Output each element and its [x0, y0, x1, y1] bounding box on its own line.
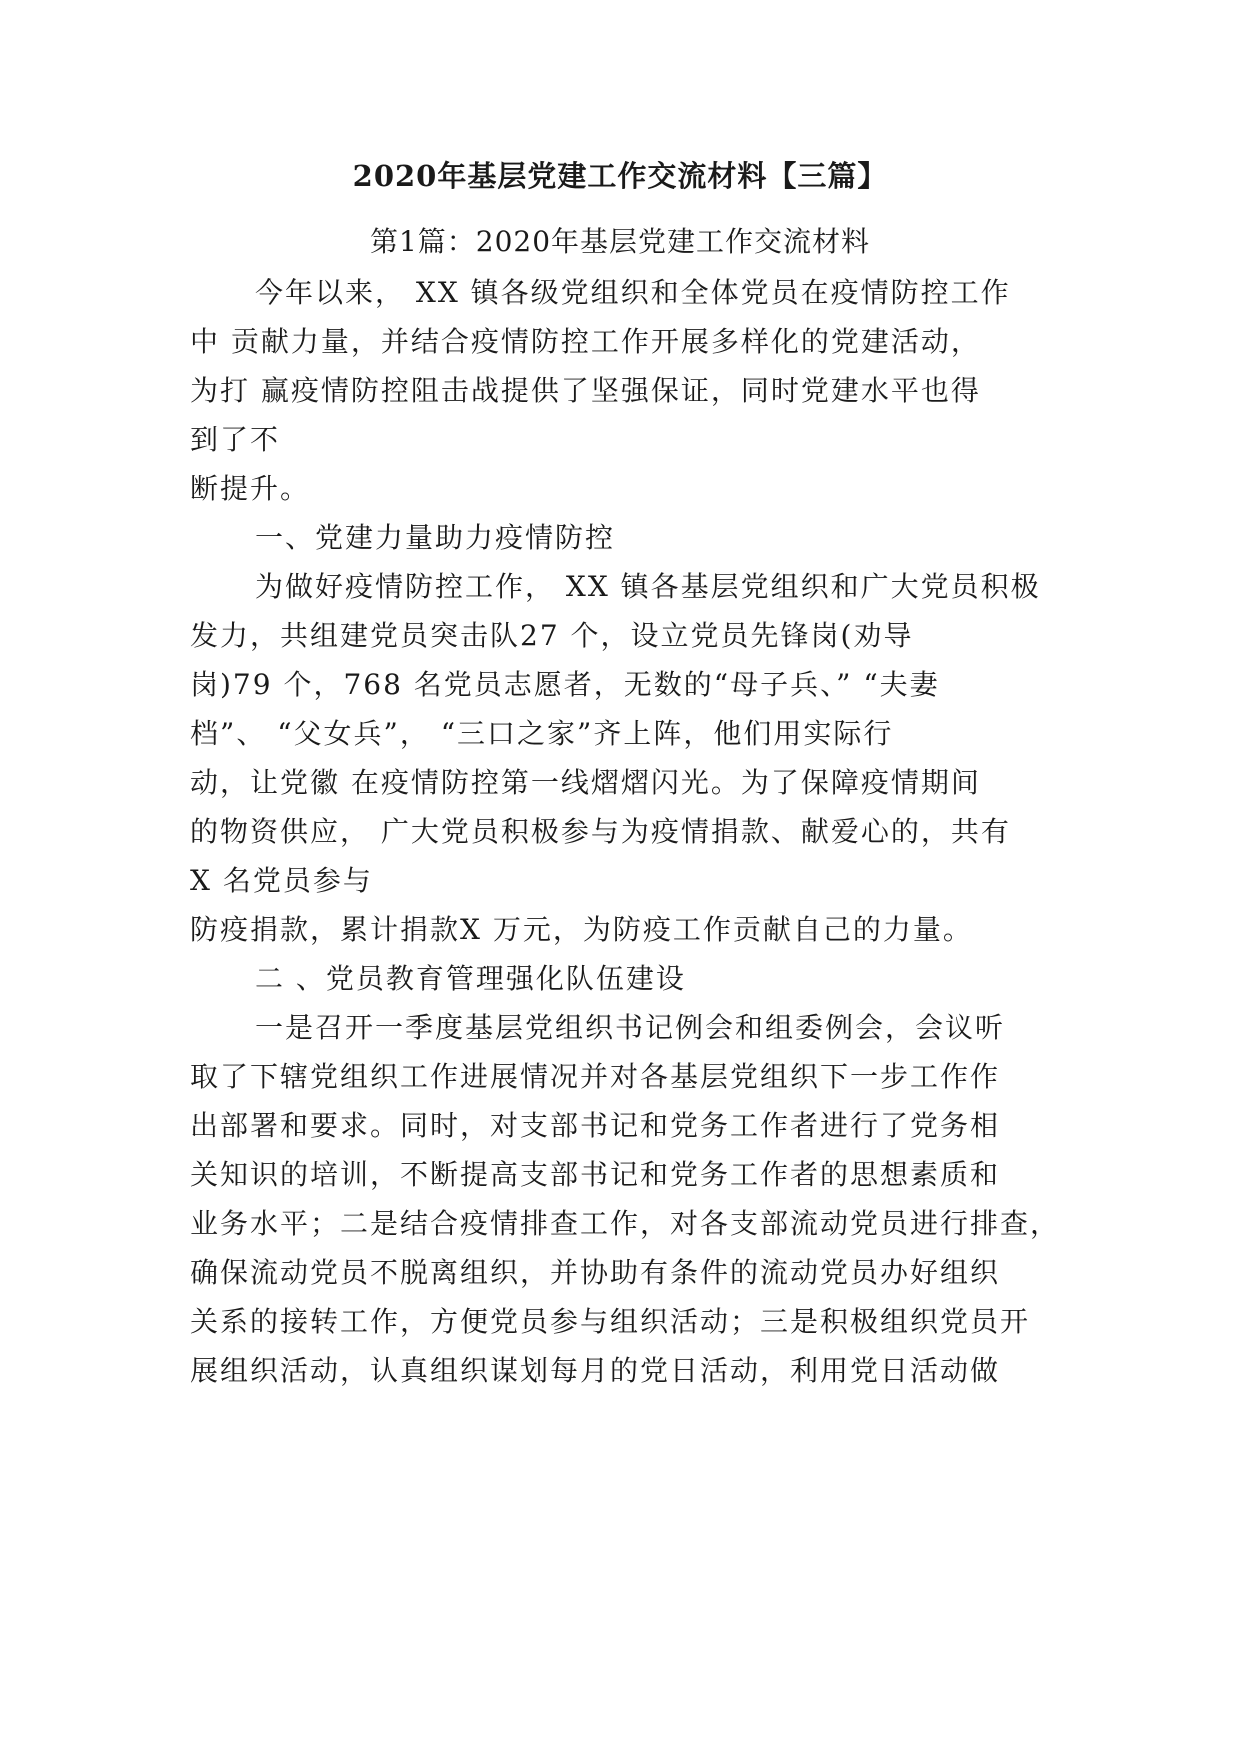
text-line: 到了不 — [190, 423, 281, 456]
text-line: 业务水平；二是结合疫情排查工作，对各支部流动党员进行排查， — [190, 1207, 1061, 1240]
text-line: 防疫捐款，累计捐款X 万元，为防疫工作贡献自己的力量。 — [190, 913, 973, 946]
text-line: 为打 赢疫情防控阻击战提供了坚强保证，同时党建水平也得 — [190, 374, 981, 407]
text-line: 发力，共组建党员突击队27 个，设立党员先锋岗(劝导 — [190, 619, 914, 652]
document-subtitle: 第1篇：2020年基层党建工作交流材料 — [369, 225, 871, 258]
section-heading: 二 、党员教育管理强化队伍建设 — [255, 962, 686, 995]
text-line: 档”、 “父女兵”， “三口之家”齐上阵，他们用实际行 — [190, 717, 894, 750]
text-line: 断提升。 — [190, 472, 311, 505]
text-line: 动，让党徽 在疫情防控第一线熠熠闪光。为了保障疫情期间 — [190, 766, 981, 799]
document-title: 2020年基层党建工作交流材料【三篇】 — [352, 159, 888, 193]
text-line: 一是召开一季度基层党组织书记例会和组委例会，会议听 — [255, 1011, 1006, 1044]
text-line: 取了下辖党组织工作进展情况并对各基层党组织下一步工作作 — [190, 1060, 1001, 1093]
text-line: 今年以来， XX 镇各级党组织和全体党员在疫情防控工作 — [255, 276, 1011, 309]
text-line: 岗)79 个，768 名党员志愿者，无数的“母子兵、” “夫妻 — [190, 668, 940, 701]
section-heading: 一、党建力量助力疫情防控 — [255, 521, 616, 554]
text-line: 中 贡献力量，并结合疫情防控工作开展多样化的党建活动， — [190, 325, 981, 358]
text-line: 关系的接转工作，方便党员参与组织活动；三是积极组织党员开 — [190, 1305, 1031, 1338]
text-line: 关知识的培训，不断提高支部书记和党务工作者的思想素质和 — [190, 1158, 1001, 1191]
text-line: 为做好疫情防控工作， XX 镇各基层党组织和广大党员积极 — [255, 570, 1041, 603]
text-line: X 名党员参与 — [190, 864, 373, 897]
text-line: 出部署和要求。同时，对支部书记和党务工作者进行了党务相 — [190, 1109, 1001, 1142]
text-line: 的物资供应， 广大党员积极参与为疫情捐款、献爱心的，共有 — [190, 815, 1011, 848]
text-line: 确保流动党员不脱离组织，并协助有条件的流动党员办好组织 — [190, 1256, 1001, 1289]
text-line: 展组织活动，认真组织谋划每月的党日活动，利用党日活动做 — [190, 1354, 1001, 1387]
